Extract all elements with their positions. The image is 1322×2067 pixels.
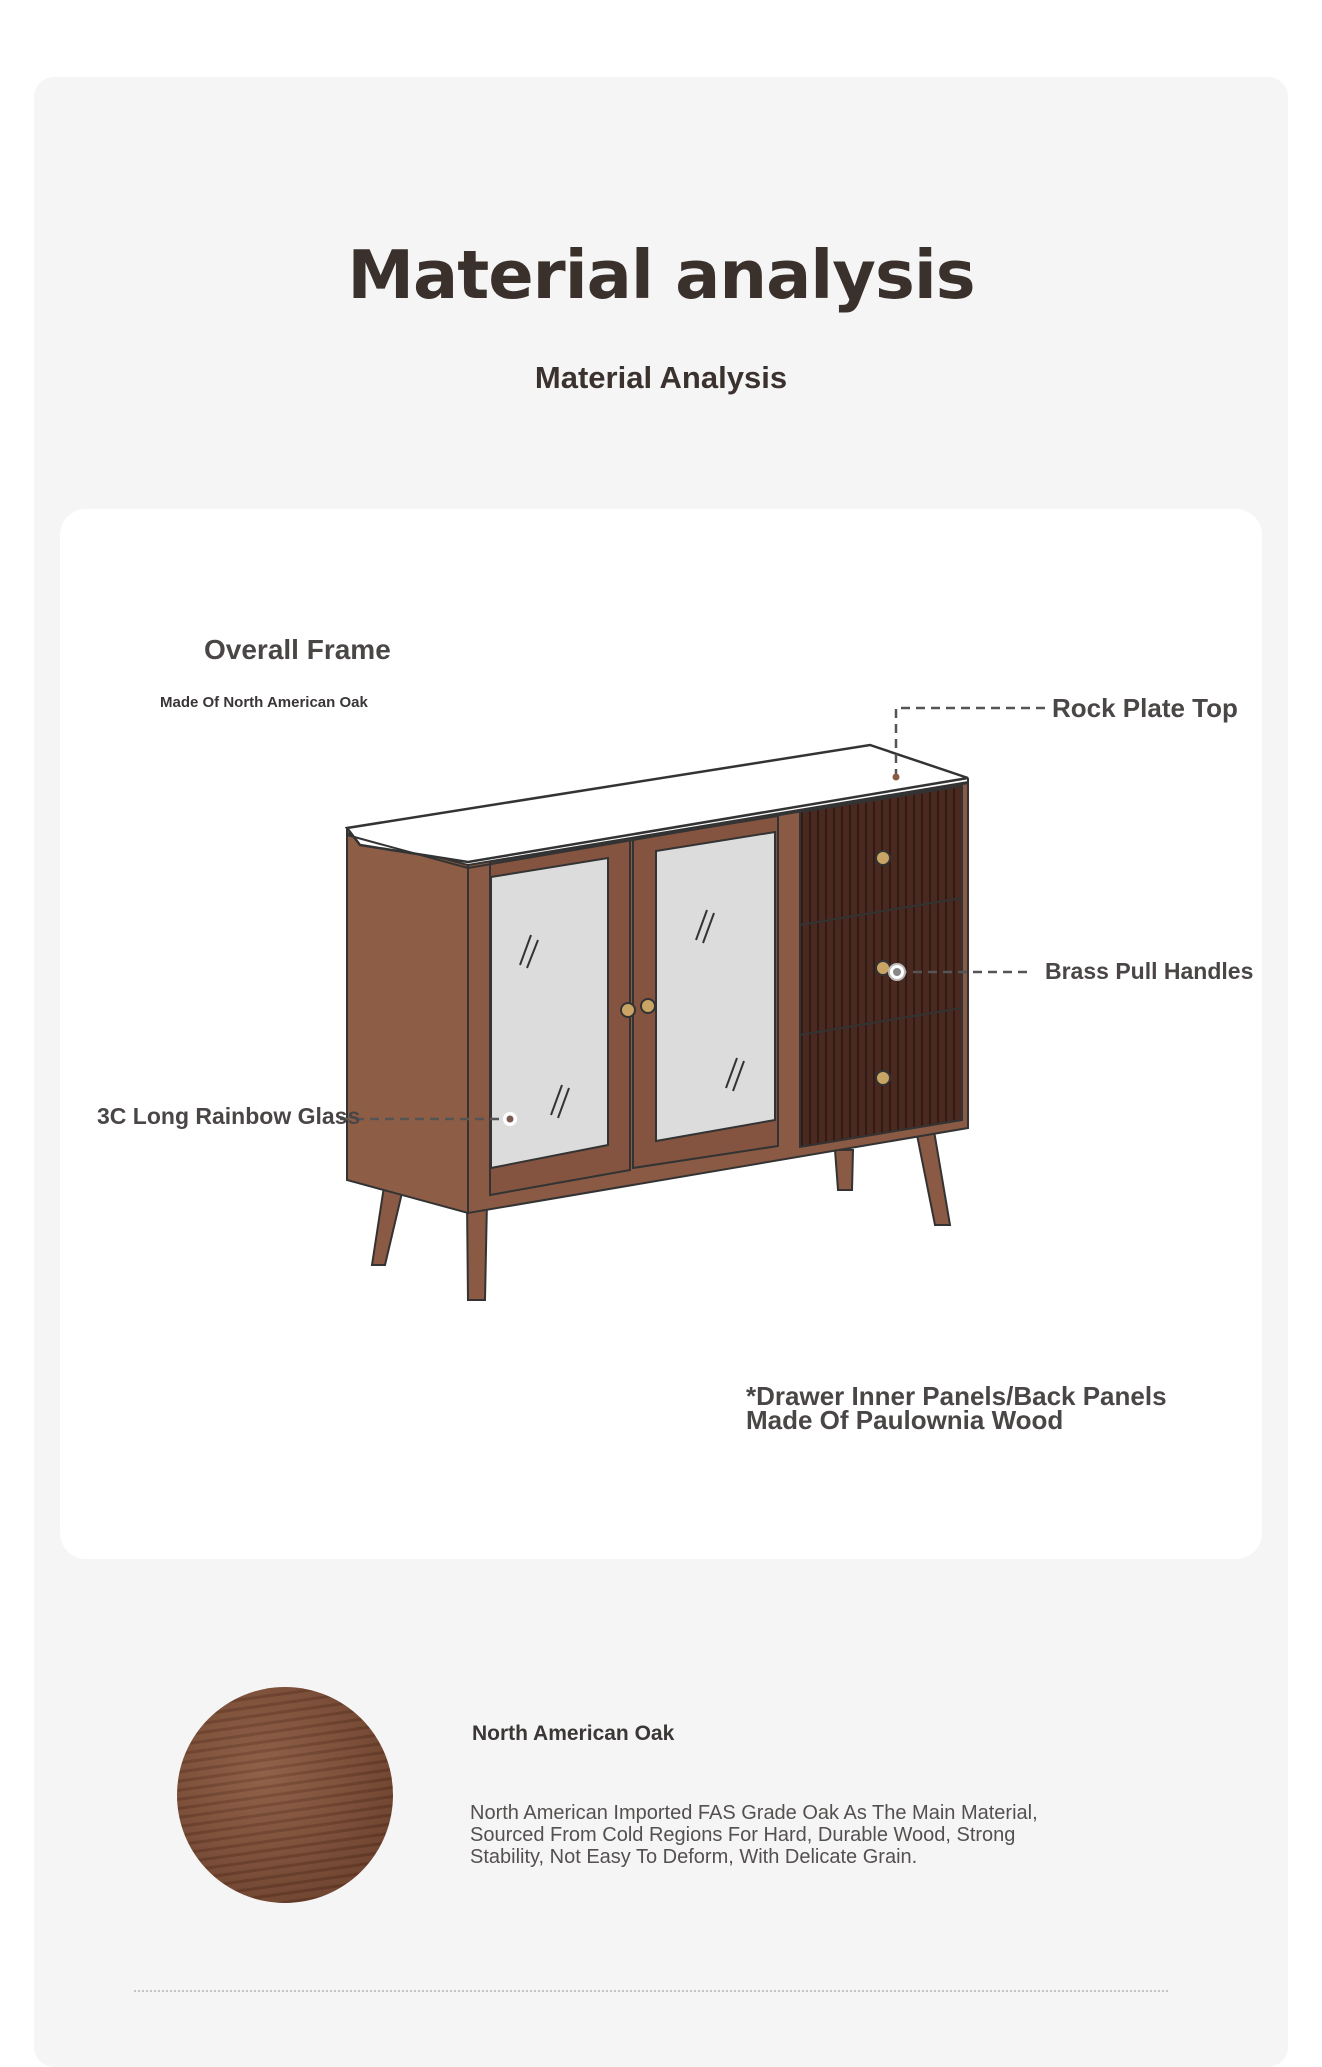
rock-plate-label: Rock Plate Top [1052,693,1238,723]
leg-back-right-a [835,1150,853,1190]
door-knob-right [641,999,655,1013]
drawer-handle-2 [876,961,890,975]
material-name: North American Oak [472,1722,675,1745]
page-subtitle: Material Analysis [534,360,788,395]
brass-handles-label: Brass Pull Handles [1045,958,1254,984]
drawer-handle-3 [876,1071,890,1085]
section-divider [134,1990,1168,1992]
callout-dot-brass-inner [893,968,901,976]
callout-dot-glass-inner [507,1116,514,1123]
leg-back-right-b [915,1125,950,1225]
material-description: North American Imported FAS Grade Oak As The Main Material, Sourced From Cold Regions For Hard, Durable Wood, Strong Stability, Not Easy To Deform, With Delicate Grain. [470,1802,1038,1868]
overall-frame-title: Overall Frame [204,634,391,665]
rainbow-glass-label: 3C Long Rainbow Glass [97,1103,361,1129]
callout-dot-top [893,774,900,781]
leg-front-mid [467,1200,487,1300]
oak-swatch [177,1687,393,1903]
page-title: Material analysis [347,236,975,314]
door-knob-left [621,1003,635,1017]
drawer-handle-1 [876,851,890,865]
paulownia-note: *Drawer Inner Panels/Back Panels Made Of Paulownia Wood [746,1381,1167,1435]
glass-right [656,832,775,1141]
overall-frame-desc: Made Of North American Oak [160,694,368,711]
side-panel [347,833,468,1213]
